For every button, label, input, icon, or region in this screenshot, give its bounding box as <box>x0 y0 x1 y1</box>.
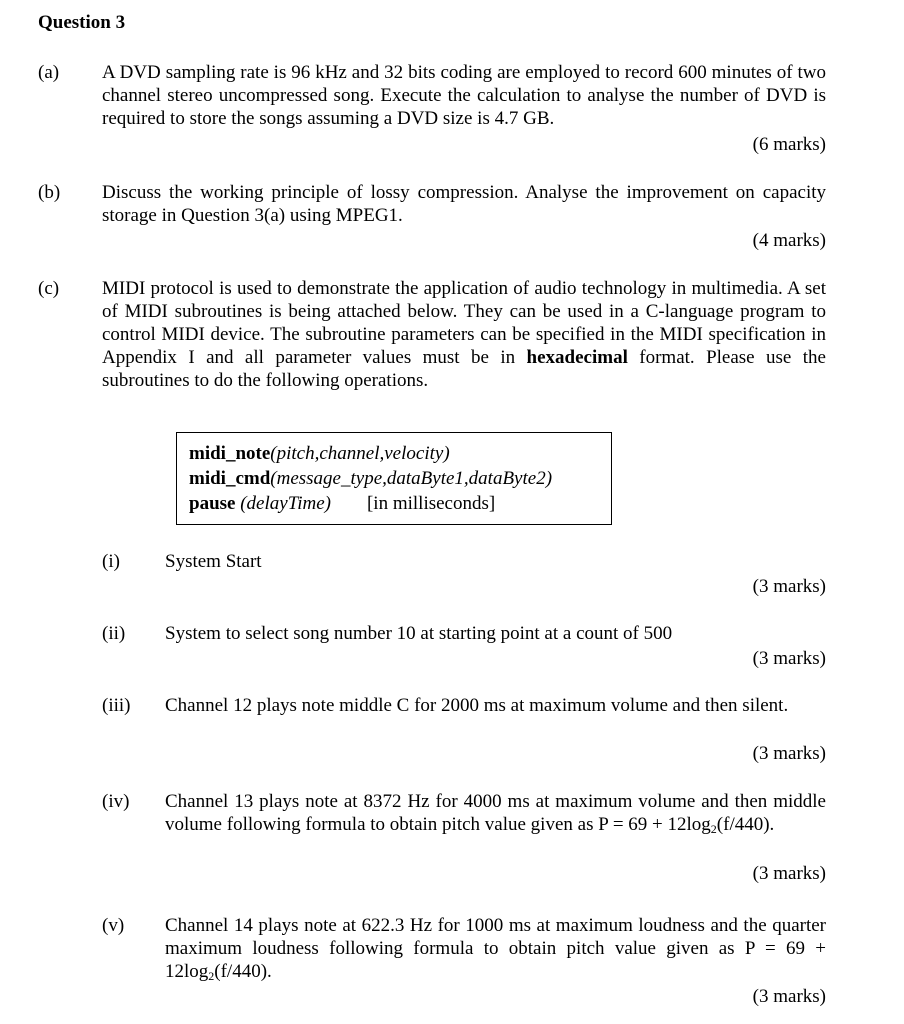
part-c-text-before: MIDI protocol is used to demonstrate the application of audio technology in multimedia. A set of MIDI subroutines is being attached below. They can be used in a C-language program to control MIDI device. The subroutine parameters can be specified in the MIDI specification in Appendix I and all parameter values must be in <box>102 278 826 368</box>
item-iv-text: Channel 13 plays note at 8372 Hz for 4000 ms at maximum volume and then middle volume following formula to obtain pitch value given as $P = 69 + 12\log_2(f/440)$. <box>165 791 826 836</box>
item-iii-marks: (3 marks) <box>752 743 826 764</box>
item-ii-label: (ii) <box>102 623 126 644</box>
item-iii-label: (iii) <box>102 695 131 716</box>
item-iii-text: Channel 12 plays note middle C for 2000 ms at maximum volume and then silent. <box>165 695 789 716</box>
item-i-label: (i) <box>102 551 120 572</box>
subroutine-pause: pause (delayTime) [in milliseconds] <box>189 493 496 514</box>
subroutine-midi-cmd: midi_cmd(message_type,dataByte1,dataByte2) <box>189 468 553 489</box>
part-c-text-after: format. Please use the subroutines to do the following operations. <box>102 347 826 391</box>
item-ii-text: System to select song number 10 at starting point at a count of 500 <box>165 623 673 644</box>
part-b-label: (b) <box>38 182 61 203</box>
part-c-text <box>102 277 826 392</box>
part-a-text: A DVD sampling rate is 96 kHz and 32 bits coding are employed to record 600 minutes of two channel stereo uncompressed song. Execute the calculation to analyse the number of DVD is required to store the songs assuming a DVD size is 4.7 GB. <box>102 62 826 129</box>
part-a-label: (a) <box>38 62 60 83</box>
question-title: Question 3 <box>38 12 126 33</box>
item-iv-label: (iv) <box>102 791 130 812</box>
subroutine-box <box>176 432 612 525</box>
item-v-text: Channel 14 plays note at 622.3 Hz for 1000 ms at maximum loudness and the quarter maximum loudness following formula to obtain pitch value given as $P = 69 + 12\log_2(f/440)$. <box>165 915 826 983</box>
part-c-label: (c) <box>38 278 60 299</box>
item-i-marks: (3 marks) <box>752 576 826 597</box>
item-v-marks: (3 marks) <box>752 986 826 1007</box>
subroutine-midi-note: midi_note(pitch,channel,velocity) <box>189 443 450 464</box>
item-v-label: (v) <box>102 915 125 936</box>
item-i-text: System Start <box>165 551 262 572</box>
part-b-text: Discuss the working principle of lossy compression. Analyse the improvement on capacity storage in Question 3(a) using MPEG1. <box>102 182 826 226</box>
part-c-text-bold: hexadecimal <box>526 347 628 368</box>
part-b-marks: (4 marks) <box>752 230 826 251</box>
item-ii-marks: (3 marks) <box>752 648 826 669</box>
item-iv-marks: (3 marks) <box>752 863 826 884</box>
part-a-marks: (6 marks) <box>752 134 826 155</box>
